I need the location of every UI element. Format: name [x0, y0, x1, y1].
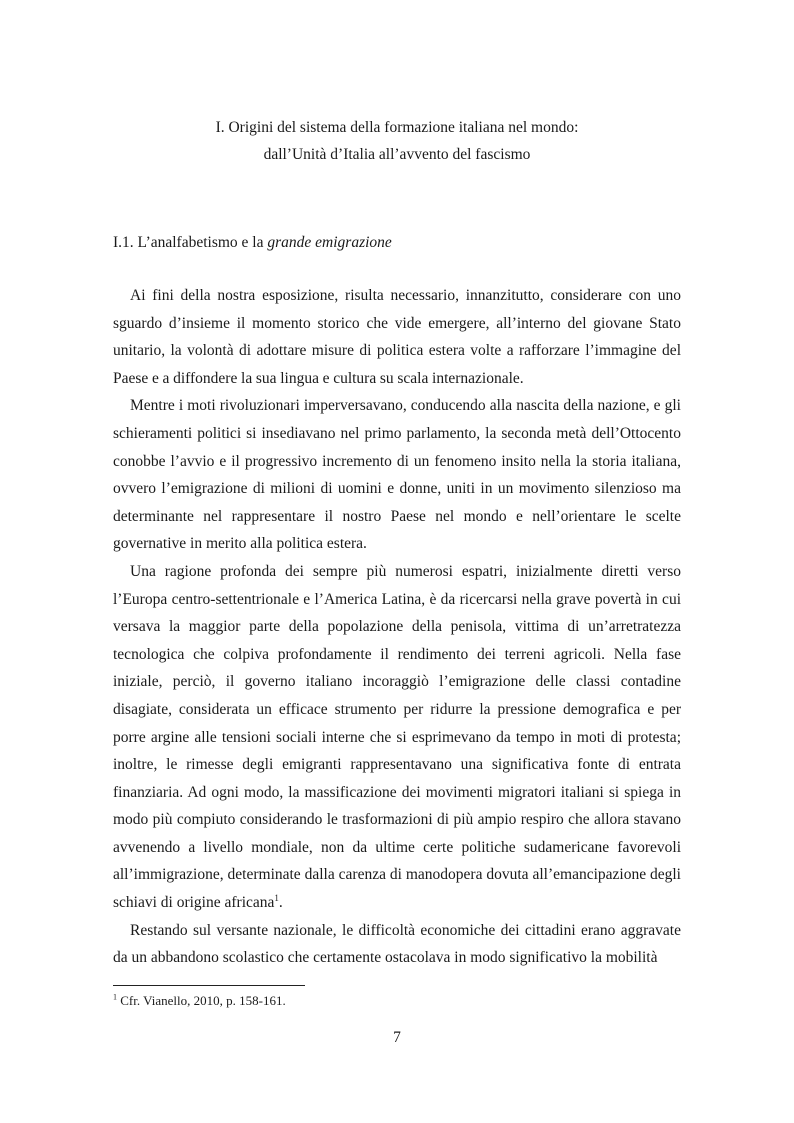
section-heading-italic: grande emigrazione: [267, 234, 392, 251]
page-number: 7: [393, 1029, 401, 1046]
footnote-separator: [113, 985, 305, 986]
chapter-title-line-2: dall’Unità d’Italia all’avvento del fascismo: [263, 146, 531, 163]
footnote-marker: 1: [113, 992, 117, 1002]
paragraph-3-end: .: [278, 894, 283, 912]
section-heading-prefix: I.1. L’analfabetismo e la: [113, 234, 268, 251]
footnote: [113, 993, 286, 1009]
chapter-title-line-1: I. Origini del sistema della formazione italiana nel mondo:: [215, 119, 579, 136]
chapter-title: [113, 114, 681, 168]
paragraph-3: [113, 558, 681, 917]
body-text: [113, 282, 681, 972]
paragraph-2: Mentre i moti rivoluzionari imperversavano, conducendo alla nascita della nazione, e gli schieramenti politici si insediavano nel primo parlamento, la seconda metà dell’Ottocento conobbe l’avvio e il progressivo incremento di un fenomeno insito nella la storia italiana, ovvero l’emigrazione di milioni di uomini e donne, uniti in un movimento silenzioso ma determinante nel rappresentare il nostro Paese nel mondo e nell’orientare le scelte governative in merito alla politica estera.: [113, 397, 681, 553]
paragraph-4: Restando sul versante nazionale, le difficoltà economiche dei cittadini erano aggravate da un abbandono scolastico che certamente ostacolava in modo significativo la mobilità: [113, 921, 681, 967]
footnote-text: Cfr. Vianello, 2010, p. 158-161.: [117, 993, 286, 1008]
section-heading: [113, 232, 392, 254]
footnote-reference[interactable]: 1: [274, 892, 279, 903]
paragraph-1: Ai fini della nostra esposizione, risulta necessario, innanzitutto, considerare con uno sguardo d’insieme il momento storico che vide emergere, all’interno del giovane Stato unitario, la volontà di adottare misure di politica estera volte a rafforzare l’immagine del Paese e a diffondere la sua lingua e cultura su scala internazionale.: [113, 287, 681, 387]
paragraph-3-text: Una ragione profonda dei sempre più numerosi espatri, inizialmente diretti verso l’Europa centro-settentrionale e l’America Latina, è da ricercarsi nella grave povertà in cui versava la maggior parte della popolazione della penisola, vittima di un’arretratezza tecnologica che colpiva profondamente il rendimento dei terreni agricoli. Nella fase iniziale, perciò, il governo italiano incoraggiò l’emigrazione delle classi contadine disagiate, considerata un efficace strumento per ridurre la pressione demografica e per porre argine alle tensioni sociali interne che si esprimevano da tempo in moti di protesta; inoltre, le rimesse degli emigranti rappresentavano una significativa fonte di entrata finanziaria. Ad ogni modo, la massificazione dei movimenti migratori italiani si spiega in modo più compiuto considerando le trasformazioni di più ampio respiro che allora stavano avvenendo a livello mondiale, non da ultime certe politiche sudamericane favorevoli all’immigrazione, determinate dalla carenza di manodopera dovuta all’emancipazione degli schiavi di origine africana: [113, 562, 681, 912]
